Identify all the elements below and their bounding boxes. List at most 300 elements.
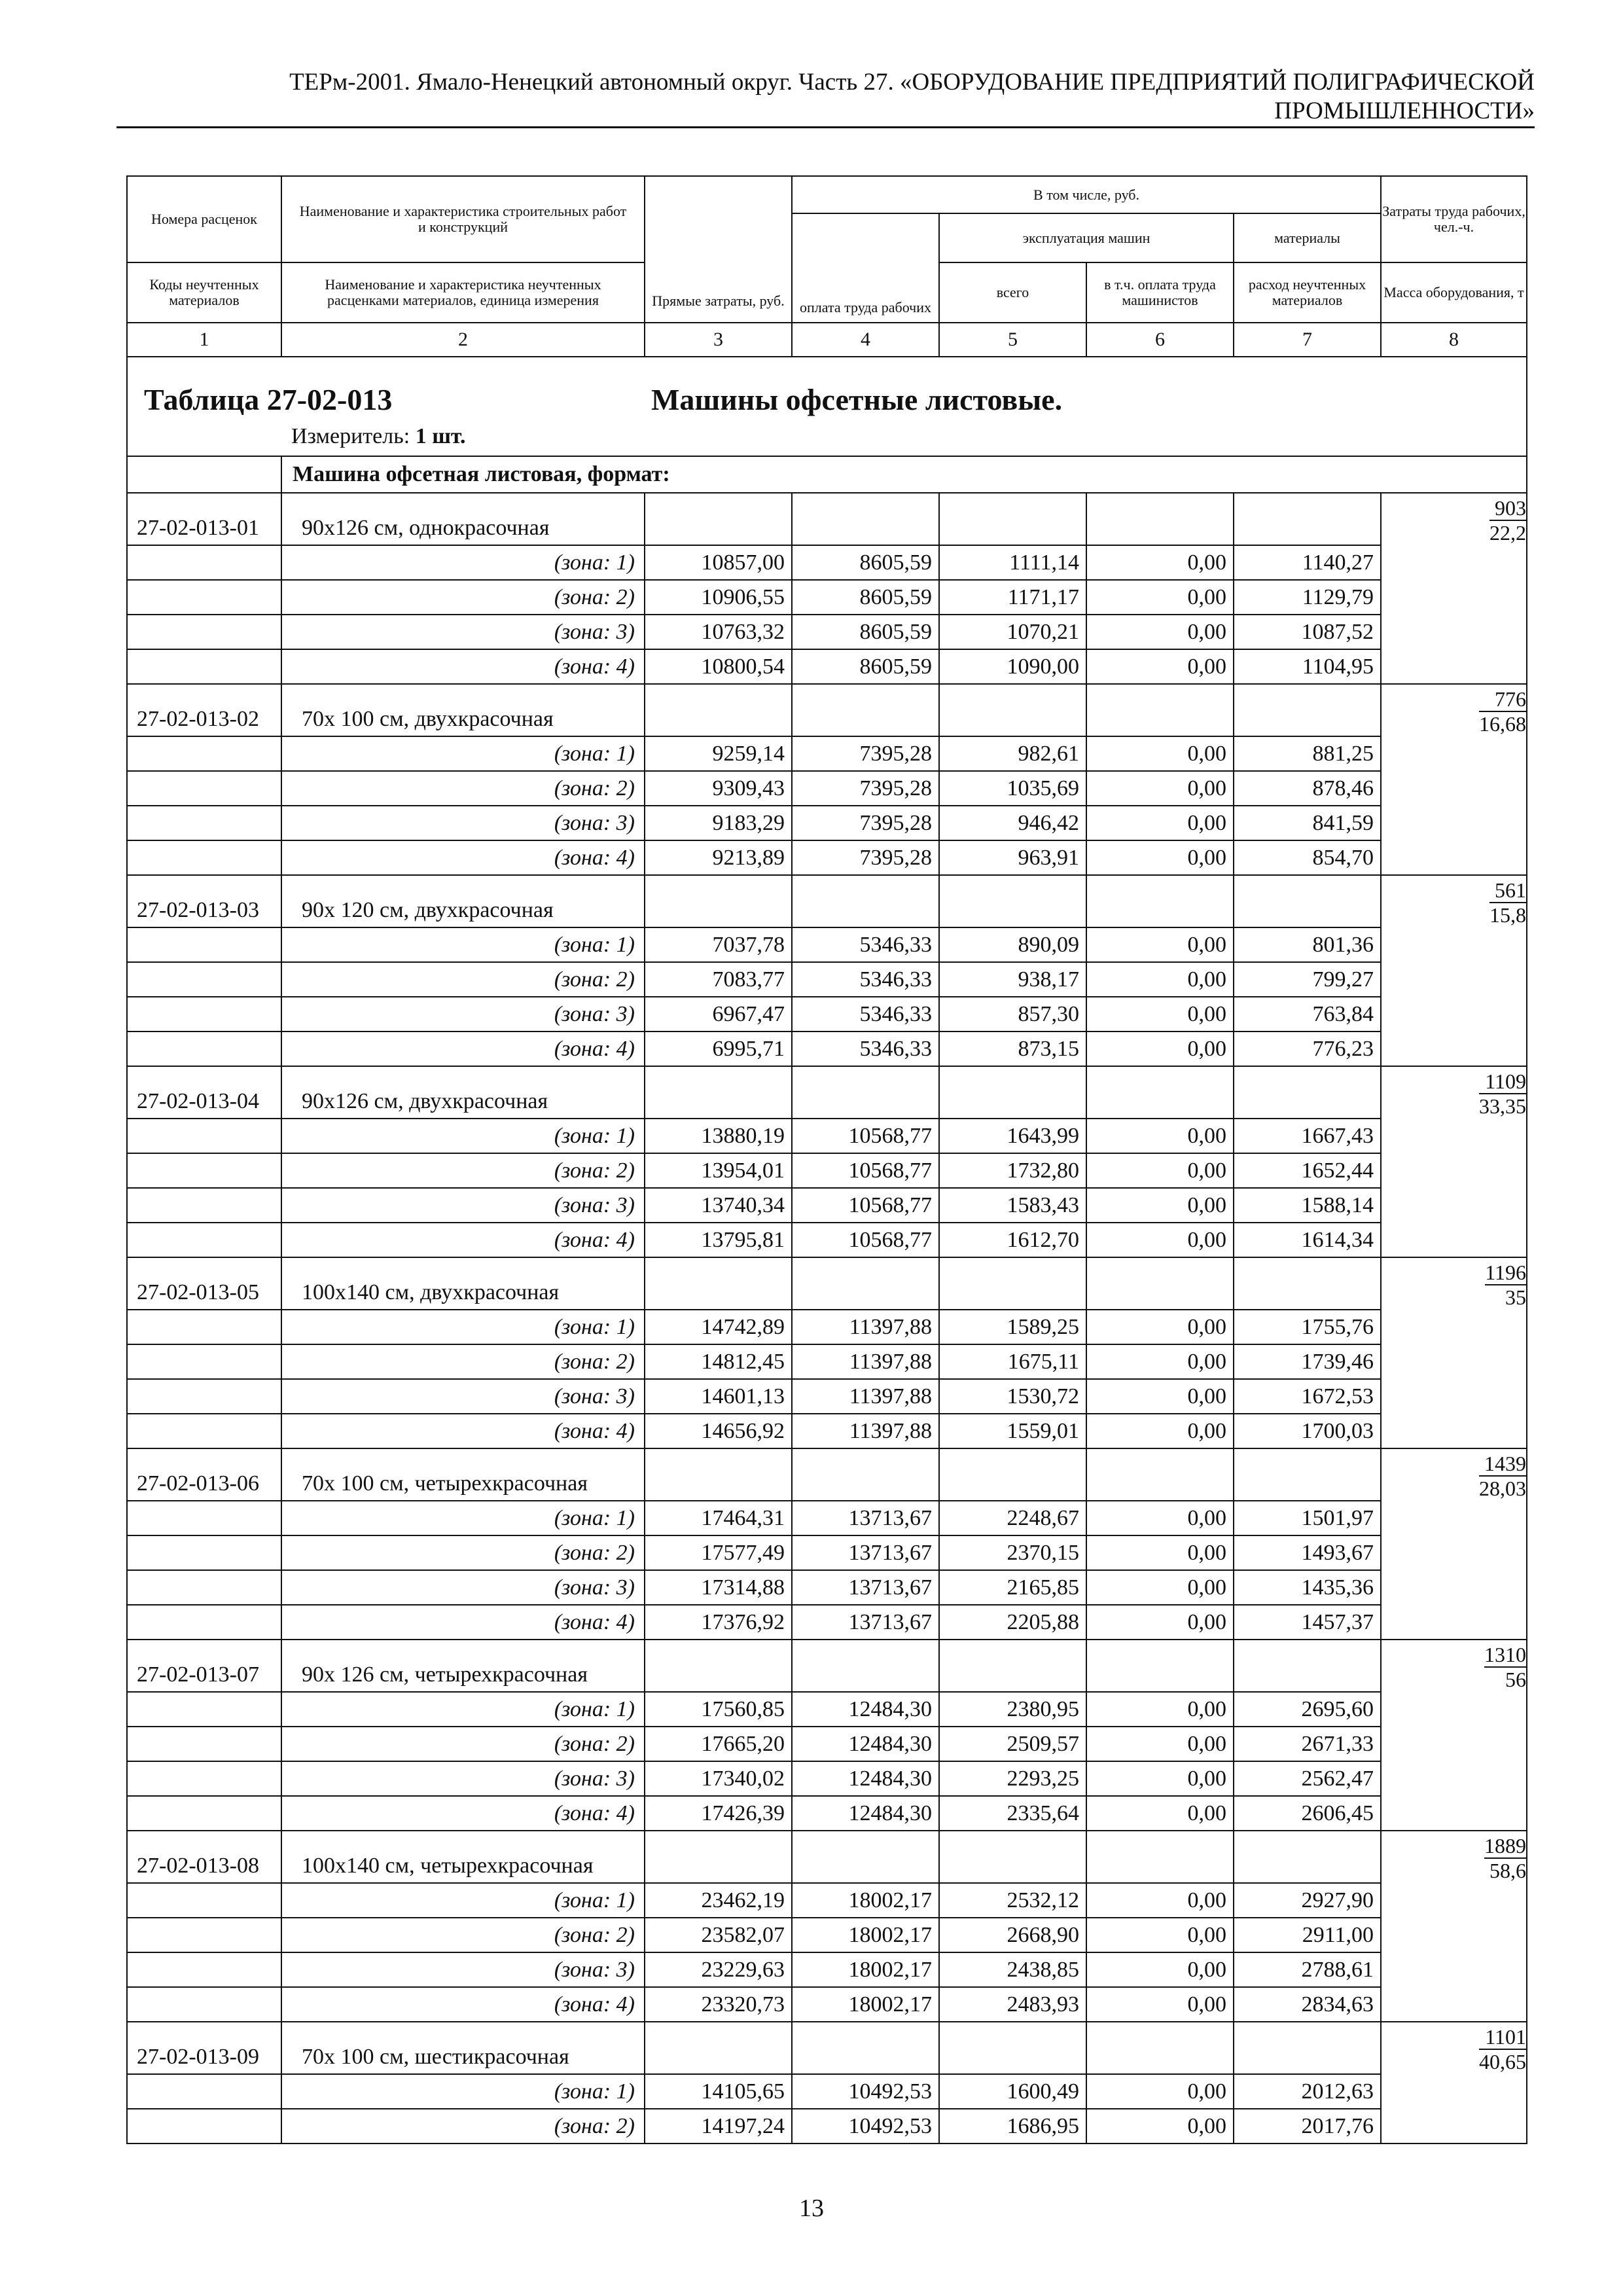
labor-value: 1889: [1484, 1834, 1527, 1857]
direct-cost: 10857,00: [645, 545, 792, 580]
zone-label: (зона: 3): [281, 615, 645, 649]
machine-cost: 2165,85: [939, 1570, 1086, 1605]
machinist-wages: 0,00: [1086, 1031, 1234, 1066]
materials-cost: 2911,00: [1234, 1918, 1381, 1952]
materials-cost: 1501,97: [1234, 1501, 1381, 1535]
rate-code: 27-02-013-03: [127, 875, 281, 927]
machine-cost: 1643,99: [939, 1119, 1086, 1153]
zone-label: (зона: 2): [281, 580, 645, 615]
machinist-wages: 0,00: [1086, 1501, 1234, 1535]
labor-mass-cell: [1381, 1640, 1527, 1831]
col-num: 1: [127, 323, 281, 357]
col-rate-numbers: Номера расценок: [127, 176, 281, 262]
machine-cost: 963,91: [939, 840, 1086, 875]
machinist-wages: 0,00: [1086, 580, 1234, 615]
rate-description: 70х 100 см, четырехкрасочная: [281, 1448, 645, 1501]
worker-wages: 12484,30: [792, 1796, 939, 1831]
zone-row: [127, 1031, 1527, 1066]
zone-label: (зона: 2): [281, 1344, 645, 1379]
materials-cost: 2562,47: [1234, 1761, 1381, 1796]
mass-value: 28,03: [1479, 1477, 1527, 1500]
direct-cost: 13954,01: [645, 1153, 792, 1188]
rate-code: 27-02-013-06: [127, 1448, 281, 1501]
zone-label: (зона: 3): [281, 997, 645, 1031]
direct-cost: 17665,20: [645, 1727, 792, 1761]
machinist-wages: 0,00: [1086, 1414, 1234, 1448]
materials-cost: 2012,63: [1234, 2074, 1381, 2109]
worker-wages: 10568,77: [792, 1188, 939, 1223]
machinist-wages: 0,00: [1086, 927, 1234, 962]
materials-cost: 801,36: [1234, 927, 1381, 962]
zone-label: (зона: 4): [281, 1605, 645, 1640]
col-consumption: расход неучтенных материалов: [1234, 262, 1381, 323]
machine-cost: 2438,85: [939, 1952, 1086, 1987]
zone-row: [127, 806, 1527, 840]
rate-code: 27-02-013-07: [127, 1640, 281, 1692]
zone-label: (зона: 3): [281, 1379, 645, 1414]
header-rule: [116, 126, 1535, 128]
direct-cost: 17376,92: [645, 1605, 792, 1640]
rate-row: [127, 2022, 1527, 2074]
zone-label: (зона: 2): [281, 1153, 645, 1188]
col-num: 7: [1234, 323, 1381, 357]
zone-row: [127, 1501, 1527, 1535]
zone-label: (зона: 2): [281, 1727, 645, 1761]
materials-cost: 1755,76: [1234, 1310, 1381, 1344]
materials-cost: 1739,46: [1234, 1344, 1381, 1379]
materials-cost: 2695,60: [1234, 1692, 1381, 1727]
machine-cost: 1600,49: [939, 2074, 1086, 2109]
zone-row: [127, 1119, 1527, 1153]
machinist-wages: 0,00: [1086, 2074, 1234, 2109]
materials-cost: 881,25: [1234, 736, 1381, 771]
machine-cost: 890,09: [939, 927, 1086, 962]
direct-cost: 10906,55: [645, 580, 792, 615]
zone-label: (зона: 1): [281, 1119, 645, 1153]
running-header-line2: ПРОМЫШЛЕННОСТИ»: [1274, 98, 1535, 124]
direct-cost: 9259,14: [645, 736, 792, 771]
worker-wages: 11397,88: [792, 1310, 939, 1344]
zone-label: (зона: 4): [281, 1031, 645, 1066]
worker-wages: 11397,88: [792, 1414, 939, 1448]
machinist-wages: 0,00: [1086, 545, 1234, 580]
zone-label: (зона: 1): [281, 736, 645, 771]
rate-row: [127, 1831, 1527, 1883]
col-total: всего: [939, 262, 1086, 323]
machine-cost: 938,17: [939, 962, 1086, 997]
materials-cost: 763,84: [1234, 997, 1381, 1031]
worker-wages: 8605,59: [792, 649, 939, 684]
subheading-spacer: [127, 456, 281, 493]
machinist-wages: 0,00: [1086, 1119, 1234, 1153]
labor-value: 1439: [1479, 1452, 1526, 1477]
col-direct: Прямые затраты, руб.: [645, 176, 792, 323]
zone-row: [127, 771, 1527, 806]
machine-cost: 2293,25: [939, 1761, 1086, 1796]
direct-cost: 23582,07: [645, 1918, 792, 1952]
direct-cost: 9183,29: [645, 806, 792, 840]
machinist-wages: 0,00: [1086, 1796, 1234, 1831]
materials-cost: 878,46: [1234, 771, 1381, 806]
zone-label: (зона: 4): [281, 649, 645, 684]
materials-cost: 1652,44: [1234, 1153, 1381, 1188]
machine-cost: 2380,95: [939, 1692, 1086, 1727]
machinist-wages: 0,00: [1086, 1605, 1234, 1640]
machine-cost: 1583,43: [939, 1188, 1086, 1223]
direct-cost: 17340,02: [645, 1761, 792, 1796]
machinist-wages: 0,00: [1086, 806, 1234, 840]
worker-wages: 11397,88: [792, 1379, 939, 1414]
direct-cost: 7083,77: [645, 962, 792, 997]
zone-label: (зона: 1): [281, 1883, 645, 1918]
zone-row: [127, 962, 1527, 997]
col-num: 2: [281, 323, 645, 357]
machinist-wages: 0,00: [1086, 1952, 1234, 1987]
zone-row: [127, 1796, 1527, 1831]
direct-cost: 9309,43: [645, 771, 792, 806]
machine-cost: 1612,70: [939, 1223, 1086, 1257]
direct-cost: 14105,65: [645, 2074, 792, 2109]
machinist-wages: 0,00: [1086, 997, 1234, 1031]
worker-wages: 13713,67: [792, 1605, 939, 1640]
machine-cost: 2532,12: [939, 1883, 1086, 1918]
machinist-wages: 0,00: [1086, 1761, 1234, 1796]
machinist-wages: 0,00: [1086, 1310, 1234, 1344]
rate-description: 90х 120 см, двухкрасочная: [281, 875, 645, 927]
mass-value: 58,6: [1489, 1859, 1527, 1882]
direct-cost: 13880,19: [645, 1119, 792, 1153]
zone-label: (зона: 4): [281, 1223, 645, 1257]
direct-cost: 9213,89: [645, 840, 792, 875]
zone-row: [127, 615, 1527, 649]
col-num: 5: [939, 323, 1086, 357]
zone-row: [127, 997, 1527, 1031]
labor-value: 1109: [1479, 1069, 1526, 1094]
materials-cost: 799,27: [1234, 962, 1381, 997]
machinist-wages: 0,00: [1086, 2109, 1234, 2144]
direct-cost: 14197,24: [645, 2109, 792, 2144]
direct-cost: 17426,39: [645, 1796, 792, 1831]
machinist-wages: 0,00: [1086, 1987, 1234, 2022]
worker-wages: 12484,30: [792, 1761, 939, 1796]
zone-row: [127, 1570, 1527, 1605]
rate-description: 90х126 см, двухкрасочная: [281, 1066, 645, 1119]
worker-wages: 8605,59: [792, 615, 939, 649]
subheading: Машина офсетная листовая, формат:: [281, 456, 1527, 493]
direct-cost: 14601,13: [645, 1379, 792, 1414]
machinist-wages: 0,00: [1086, 736, 1234, 771]
labor-mass-fraction: [1479, 2025, 1526, 2073]
direct-cost: 17314,88: [645, 1570, 792, 1605]
col-name-bottom: Наименование и характеристика неучтенных расценками материалов, единица измерения: [281, 262, 645, 323]
rate-description: 90х 126 см, четырехкрасочная: [281, 1640, 645, 1692]
rate-description: 90х126 см, однокрасочная: [281, 493, 645, 545]
labor-value: 903: [1489, 496, 1526, 521]
labor-mass-fraction: [1479, 1069, 1526, 1118]
direct-cost: 17577,49: [645, 1535, 792, 1570]
zone-row: [127, 840, 1527, 875]
zone-label: (зона: 1): [281, 545, 645, 580]
col-incl-wages: в т.ч. оплата труда машинистов: [1086, 262, 1234, 323]
rate-row: [127, 1066, 1527, 1119]
col-labor: Затраты труда рабочих, чел.-ч.: [1381, 176, 1527, 262]
labor-value: 1196: [1485, 1261, 1527, 1284]
zone-label: (зона: 2): [281, 771, 645, 806]
materials-cost: 2017,76: [1234, 2109, 1381, 2144]
direct-cost: 7037,78: [645, 927, 792, 962]
machine-cost: 2509,57: [939, 1727, 1086, 1761]
worker-wages: 13713,67: [792, 1501, 939, 1535]
materials-cost: 2927,90: [1234, 1883, 1381, 1918]
running-header-line1: ТЕРм-2001. Ямало-Ненецкий автономный округ. Часть 27. «ОБОРУДОВАНИЕ ПРЕДПРИЯТИЙ ПОЛИГРАФИЧЕСКОЙ: [289, 69, 1535, 96]
zone-row: [127, 1310, 1527, 1344]
materials-cost: 1087,52: [1234, 615, 1381, 649]
direct-cost: 14742,89: [645, 1310, 792, 1344]
zone-row: [127, 2074, 1527, 2109]
zone-row: [127, 1605, 1527, 1640]
worker-wages: 10568,77: [792, 1119, 939, 1153]
worker-wages: 12484,30: [792, 1692, 939, 1727]
materials-cost: 1614,34: [1234, 1223, 1381, 1257]
labor-mass-fraction: [1485, 1261, 1526, 1309]
zone-label: (зона: 2): [281, 1535, 645, 1570]
col-in-total: В том числе, руб.: [792, 176, 1381, 213]
materials-cost: 1667,43: [1234, 1119, 1381, 1153]
zone-label: (зона: 4): [281, 840, 645, 875]
direct-cost: 6995,71: [645, 1031, 792, 1066]
direct-cost: 17464,31: [645, 1501, 792, 1535]
mass-value: 35: [1505, 1285, 1527, 1309]
rate-code: 27-02-013-04: [127, 1066, 281, 1119]
col-codes: Коды неучтенных материалов: [127, 262, 281, 323]
zone-label: (зона: 1): [281, 1310, 645, 1344]
rate-description: 70х 100 см, двухкрасочная: [281, 684, 645, 736]
machine-cost: 1589,25: [939, 1310, 1086, 1344]
machine-cost: 1090,00: [939, 649, 1086, 684]
col-mass: Масса оборудования, т: [1381, 262, 1527, 323]
col-name-top: Наименование и характеристика строительных работ и конструкций: [281, 176, 645, 262]
worker-wages: 8605,59: [792, 580, 939, 615]
labor-mass-fraction: [1484, 1643, 1526, 1691]
direct-cost: 17560,85: [645, 1692, 792, 1727]
zone-label: (зона: 4): [281, 1414, 645, 1448]
worker-wages: 18002,17: [792, 1987, 939, 2022]
machine-cost: 1035,69: [939, 771, 1086, 806]
worker-wages: 5346,33: [792, 962, 939, 997]
machine-cost: 946,42: [939, 806, 1086, 840]
worker-wages: 18002,17: [792, 1952, 939, 1987]
machinist-wages: 0,00: [1086, 615, 1234, 649]
machine-cost: 1732,80: [939, 1153, 1086, 1188]
rate-code: 27-02-013-08: [127, 1831, 281, 1883]
col-num: 4: [792, 323, 939, 357]
direct-cost: 14812,45: [645, 1344, 792, 1379]
labor-value: 561: [1489, 878, 1526, 903]
machine-cost: 1070,21: [939, 615, 1086, 649]
mass-value: 40,65: [1479, 2050, 1527, 2073]
zone-label: (зона: 1): [281, 2074, 645, 2109]
machinist-wages: 0,00: [1086, 1692, 1234, 1727]
zone-label: (зона: 3): [281, 1188, 645, 1223]
rate-row: [127, 1640, 1527, 1692]
zone-label: (зона: 3): [281, 1952, 645, 1987]
measure-unit-label: Измеритель:: [291, 424, 410, 448]
machinist-wages: 0,00: [1086, 1570, 1234, 1605]
zone-row: [127, 1761, 1527, 1796]
mass-value: 16,68: [1479, 712, 1527, 736]
zone-row: [127, 1535, 1527, 1570]
machinist-wages: 0,00: [1086, 962, 1234, 997]
machinist-wages: 0,00: [1086, 1223, 1234, 1257]
labor-mass-cell: [1381, 1448, 1527, 1640]
machinist-wages: 0,00: [1086, 1344, 1234, 1379]
zone-row: [127, 1344, 1527, 1379]
col-num: 8: [1381, 323, 1527, 357]
labor-mass-fraction: [1479, 1452, 1526, 1500]
machinist-wages: 0,00: [1086, 1918, 1234, 1952]
col-num: 6: [1086, 323, 1234, 357]
labor-mass-fraction: [1489, 878, 1526, 927]
direct-cost: 23320,73: [645, 1987, 792, 2022]
zone-label: (зона: 2): [281, 2109, 645, 2144]
zone-row: [127, 1153, 1527, 1188]
zone-row: [127, 2109, 1527, 2144]
zone-row: [127, 1223, 1527, 1257]
machine-cost: 2370,15: [939, 1535, 1086, 1570]
zone-row: [127, 1414, 1527, 1448]
materials-cost: 1493,67: [1234, 1535, 1381, 1570]
machine-cost: 2483,93: [939, 1987, 1086, 2022]
labor-value: 1310: [1484, 1643, 1527, 1666]
rate-description: 100х140 см, четырехкрасочная: [281, 1831, 645, 1883]
rate-code: 27-02-013-09: [127, 2022, 281, 2074]
materials-cost: 1140,27: [1234, 545, 1381, 580]
materials-cost: 1588,14: [1234, 1188, 1381, 1223]
machinist-wages: 0,00: [1086, 1188, 1234, 1223]
zone-row: [127, 1883, 1527, 1918]
page-number: 13: [799, 2195, 824, 2222]
labor-mass-cell: [1381, 684, 1527, 875]
direct-cost: 23229,63: [645, 1952, 792, 1987]
table-name: Машины офсетные листовые.: [651, 383, 1063, 416]
machine-cost: 2205,88: [939, 1605, 1086, 1640]
zone-row: [127, 1727, 1527, 1761]
worker-wages: 10568,77: [792, 1153, 939, 1188]
zone-row: [127, 736, 1527, 771]
machine-cost: 2248,67: [939, 1501, 1086, 1535]
worker-wages: 8605,59: [792, 545, 939, 580]
machinist-wages: 0,00: [1086, 1379, 1234, 1414]
materials-cost: 1129,79: [1234, 580, 1381, 615]
labor-mass-cell: [1381, 493, 1527, 684]
worker-wages: 18002,17: [792, 1883, 939, 1918]
materials-cost: 1700,03: [1234, 1414, 1381, 1448]
mass-value: 22,2: [1489, 521, 1527, 545]
zone-row: [127, 1188, 1527, 1223]
zone-row: [127, 580, 1527, 615]
labor-mass-fraction: [1484, 1834, 1526, 1882]
mass-value: 33,35: [1479, 1094, 1527, 1118]
table-number: Таблица 27-02-013: [144, 383, 393, 416]
rates-table: [126, 175, 1527, 2144]
direct-cost: 6967,47: [645, 997, 792, 1031]
rate-description: 70х 100 см, шестикрасочная: [281, 2022, 645, 2074]
machinist-wages: 0,00: [1086, 771, 1234, 806]
running-header: [116, 68, 1535, 126]
direct-cost: 10763,32: [645, 615, 792, 649]
direct-cost: 13795,81: [645, 1223, 792, 1257]
machine-cost: 1111,14: [939, 545, 1086, 580]
zone-row: [127, 927, 1527, 962]
worker-wages: 7395,28: [792, 771, 939, 806]
mass-value: 56: [1505, 1668, 1527, 1691]
zone-label: (зона: 2): [281, 962, 645, 997]
worker-wages: 13713,67: [792, 1535, 939, 1570]
machine-cost: 1686,95: [939, 2109, 1086, 2144]
col-machine-op: эксплуатация машин: [939, 213, 1234, 262]
worker-wages: 5346,33: [792, 1031, 939, 1066]
zone-row: [127, 1692, 1527, 1727]
machinist-wages: 0,00: [1086, 649, 1234, 684]
machine-cost: 1559,01: [939, 1414, 1086, 1448]
machine-cost: 1530,72: [939, 1379, 1086, 1414]
machine-cost: 2668,90: [939, 1918, 1086, 1952]
worker-wages: 18002,17: [792, 1918, 939, 1952]
worker-wages: 10568,77: [792, 1223, 939, 1257]
labor-value: 1101: [1479, 2025, 1526, 2050]
materials-cost: 2788,61: [1234, 1952, 1381, 1987]
machinist-wages: 0,00: [1086, 1153, 1234, 1188]
machine-cost: 2335,64: [939, 1796, 1086, 1831]
worker-wages: 5346,33: [792, 927, 939, 962]
zone-label: (зона: 3): [281, 1761, 645, 1796]
materials-cost: 841,59: [1234, 806, 1381, 840]
materials-cost: 2671,33: [1234, 1727, 1381, 1761]
zone-label: (зона: 2): [281, 1918, 645, 1952]
materials-cost: 776,23: [1234, 1031, 1381, 1066]
materials-cost: 1435,36: [1234, 1570, 1381, 1605]
zone-label: (зона: 1): [281, 1501, 645, 1535]
col-num: 3: [645, 323, 792, 357]
zone-row: [127, 1379, 1527, 1414]
machine-cost: 1171,17: [939, 580, 1086, 615]
rate-description: 100х140 см, двухкрасочная: [281, 1257, 645, 1310]
worker-wages: 10492,53: [792, 2074, 939, 2109]
direct-cost: 13740,34: [645, 1188, 792, 1223]
direct-cost: 10800,54: [645, 649, 792, 684]
worker-wages: 7395,28: [792, 806, 939, 840]
labor-mass-fraction: [1489, 496, 1526, 545]
labor-mass-fraction: [1479, 687, 1526, 736]
zone-label: (зона: 3): [281, 1570, 645, 1605]
labor-mass-cell: [1381, 1066, 1527, 1257]
rate-code: 27-02-013-01: [127, 493, 281, 545]
labor-mass-cell: [1381, 1831, 1527, 2022]
worker-wages: 7395,28: [792, 840, 939, 875]
materials-cost: 854,70: [1234, 840, 1381, 875]
rate-row: [127, 1257, 1527, 1310]
labor-mass-cell: [1381, 2022, 1527, 2144]
rate-row: [127, 684, 1527, 736]
table-title-block: [127, 357, 1527, 456]
zone-row: [127, 1952, 1527, 1987]
worker-wages: 10492,53: [792, 2109, 939, 2144]
zone-label: (зона: 3): [281, 806, 645, 840]
rate-row: [127, 1448, 1527, 1501]
zone-row: [127, 1918, 1527, 1952]
zone-label: (зона: 4): [281, 1987, 645, 2022]
materials-cost: 1104,95: [1234, 649, 1381, 684]
